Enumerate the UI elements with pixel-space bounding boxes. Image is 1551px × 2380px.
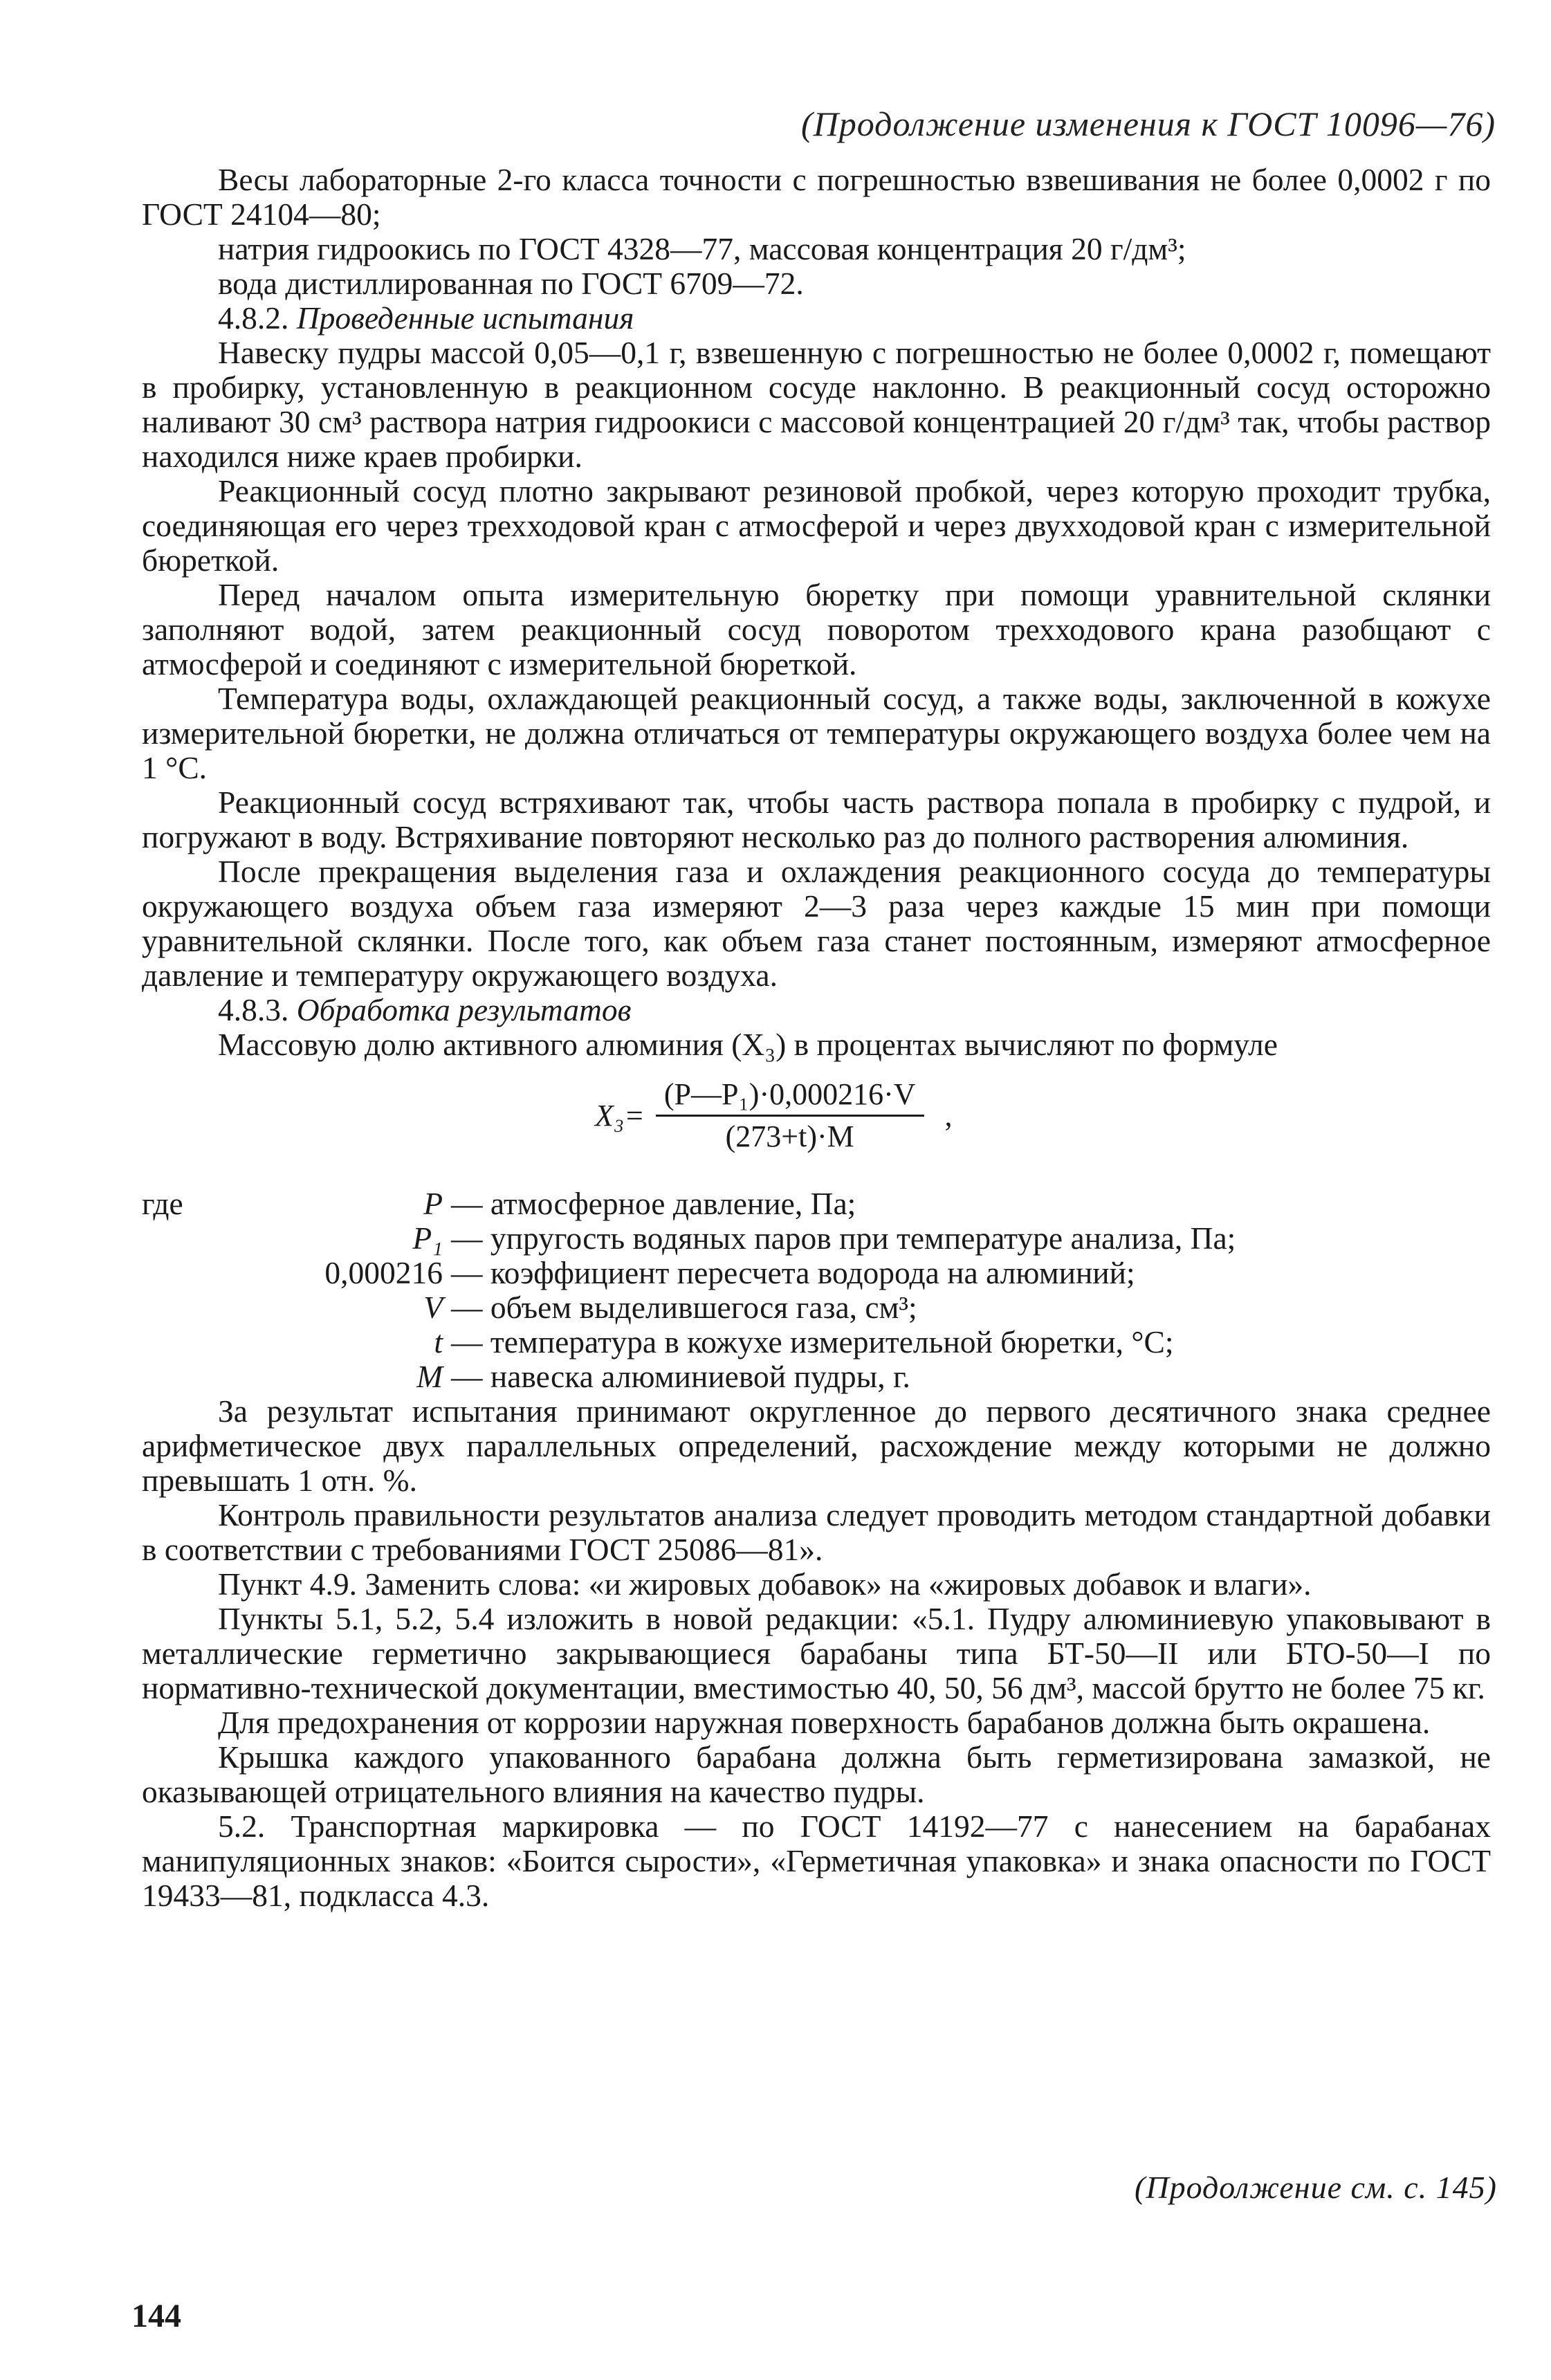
paragraph: 5.2. Транспортная маркировка — по ГОСТ 14192—77 с нанесением на барабанах манипуляционных знаков: «Боится сырости», «Герметичная упаковка» и знака опасности по ГОСТ 19433—81, подкласса 4.3. [142,1809,1491,1913]
paragraph: Реакционный сосуд плотно закрывают резиновой пробкой, через которую проходит трубка, соединяющая его через трехходовой кран с атмосферой и через двухходовой кран с измерительной бюреткой. [142,473,1491,578]
paragraph-scales: Весы лабораторные 2-го класса точности с погрешностью взвешивания не более 0,0002 г по ГОСТ 24104—80; [142,162,1491,232]
paragraph: Контроль правильности результатов анализа следует проводить методом стандартной добавки в соответствии с требованиями ГОСТ 25086—81». [142,1497,1491,1567]
section-number: 4.8.2. [218,300,289,336]
section-title: Обработка результатов [296,992,632,1027]
paragraph: Навеску пудры массой 0,05—0,1 г, взвешенную с погрешностью не более 0,0002 г, помещают в пробирку, установленную в реакционном сосуде наклонно. В реакционный сосуд осторожно наливают 30 см³ раствора натрия гидроокиси с массовой концентрацией 20 г/дм³ так, чтобы раствор находился ниже краев пробирки. [142,335,1491,474]
formula-denominator: (273+t)·M [725,1119,854,1153]
page-number: 144 [131,2298,181,2334]
paragraph: После прекращения выделения газа и охлаждения реакционного сосуда до температуры окружающего воздуха объем газа измеряют 2—3 раза через каждые 15 мин при помощи уравнительной склянки. После того, как объем газа станет постоянным, измеряют атмосферное давление и температуру окружающего воздуха. [142,854,1491,993]
legend-label: где [142,1186,183,1221]
legend-symbol: M [416,1359,443,1394]
legend-description: — коэффициент пересчета водорода на алюминий; [451,1255,1135,1290]
formula-block [142,1077,1491,1181]
formula-intro: Массовую долю активного алюминия (X₃) в процентах вычисляют по формуле [218,1027,1278,1062]
paragraph: Пункты 5.1, 5.2, 5.4 изложить в новой редакции: «5.1. Пудру алюминиевую упаковывают в металлические герметично закрывающиеся барабаны типа БТ-50—II или БТО-50—I по нормативно-технической документации, вместимостью 40, 50, 56 дм³, массой брутто не более 75 кг. [142,1601,1491,1705]
legend-symbol: P [423,1186,443,1221]
paragraph: Температура воды, охлаждающей реакционный сосуд, а также воды, заключенной в кожухе измерительной бюретки, не должна отличаться от температуры окружающего воздуха более чем на 1 °С. [142,681,1491,785]
legend-row [142,1290,1491,1325]
legend-symbol: V [423,1290,443,1325]
legend-symbol: t [434,1324,443,1360]
body-text [142,163,1491,1913]
paragraph: За результат испытания принимают округленное до первого десятичного знака среднее арифметическое двух параллельных определений, расхождение между которыми не должно превышать 1 отн. %. [142,1393,1491,1498]
legend-row [142,1325,1491,1360]
legend-row [142,1221,1491,1256]
section-heading-483 [142,993,1491,1027]
running-header: (Продолжение изменения к ГОСТ 10096—76) [801,104,1496,143]
legend-symbol: 0,000216 [324,1255,443,1290]
formula-lhs: X₃= [595,1098,645,1133]
formula-numerator: (P—P₁)·0,000216·V [656,1077,924,1117]
formula-fraction [656,1077,924,1154]
paragraph-naoh: натрия гидроокись по ГОСТ 4328—77, массовая концентрация 20 г/дм³; [218,231,1186,266]
formula [595,1077,953,1154]
legend-row [142,1256,1491,1290]
paragraph: Пункт 4.9. Заменить слова: «и жировых добавок» на «жировых добавок и влаги». [218,1566,1312,1602]
paragraph: Реакционный сосуд встряхивают так, чтобы часть раствора попала в пробирку с пудрой, и погружают в воду. Встряхивание повторяют несколько раз до полного растворения алюминия. [142,785,1491,854]
paragraph-water: вода дистиллированная по ГОСТ 6709—72. [218,266,804,301]
legend-description: — упругость водяных паров при температуре анализа, Па; [451,1220,1236,1256]
paragraph: Крышка каждого упакованного барабана должна быть герметизирована замазкой, не оказывающей отрицательного влияния на качество пудры. [142,1739,1491,1809]
section-number: 4.8.3. [218,992,289,1027]
legend-symbol: P₁ [412,1220,443,1256]
section-title: Проведенные испытания [296,300,634,336]
legend-row [142,1187,1491,1221]
paragraph: Для предохранения от коррозии наружная поверхность барабанов должна быть окрашена. [218,1705,1431,1740]
legend-description: — атмосферное давление, Па; [451,1186,856,1221]
legend-row [142,1360,1491,1394]
formula-trailing-comma: , [944,1098,953,1133]
legend-description: — объем выделившегося газа, см³; [451,1290,917,1325]
legend-description: — навеска алюминиевой пудры, г. [451,1359,910,1394]
continuation-note: (Продолжение см. с. 145) [1135,2170,1497,2205]
paragraph: Перед началом опыта измерительную бюретку при помощи уравнительной склянки заполняют водой, затем реакционный сосуд поворотом трехходового крана разобщают с атмосферой и соединяют с измерительной бюреткой. [142,577,1491,681]
legend-description: — температура в кожухе измерительной бюретки, °С; [451,1324,1174,1360]
variable-legend [142,1187,1491,1394]
section-heading-482 [142,301,1491,336]
